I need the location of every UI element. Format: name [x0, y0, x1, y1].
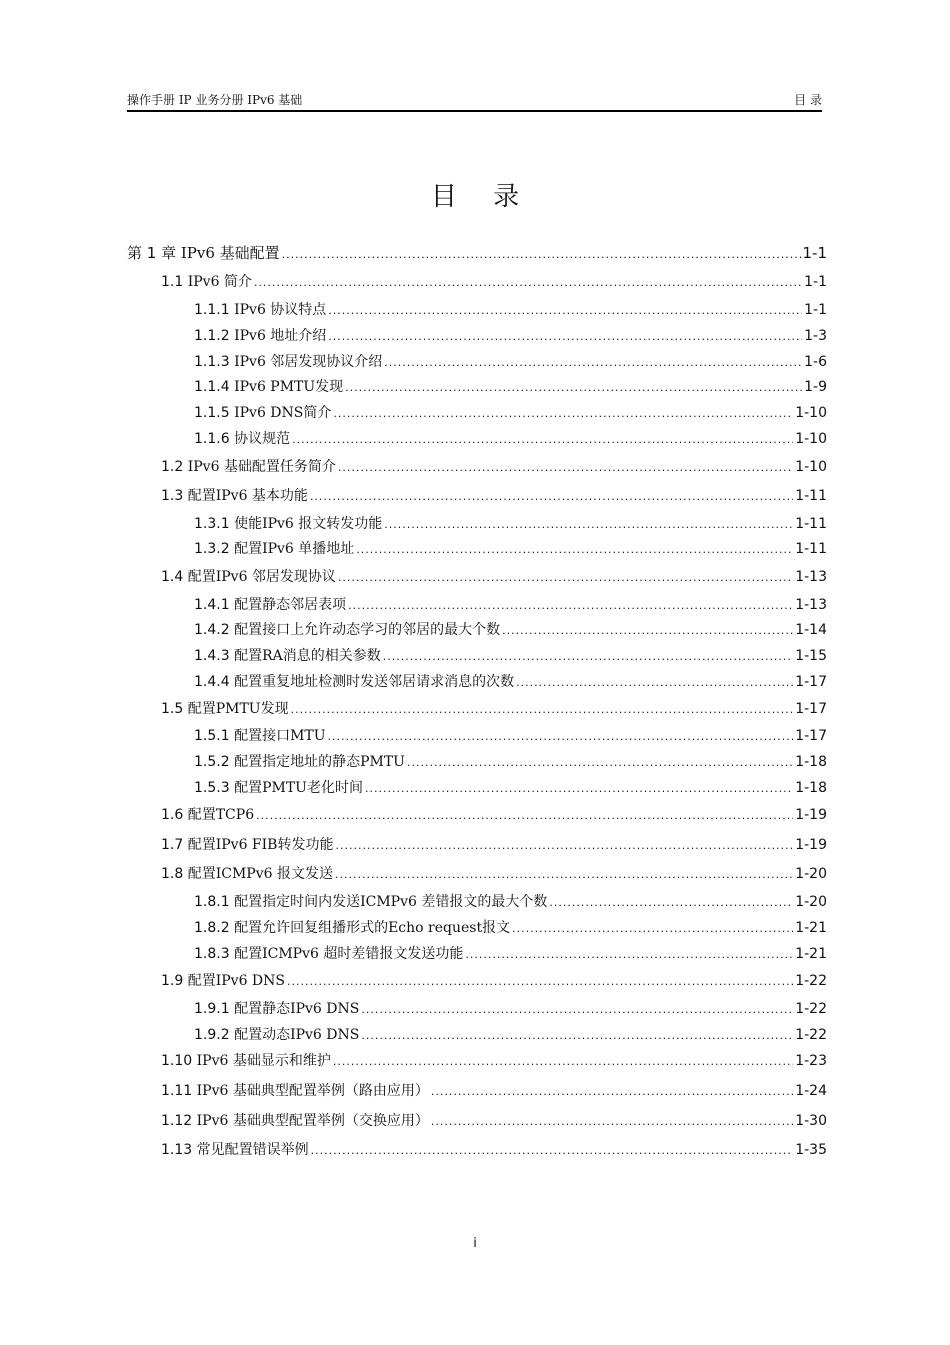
- toc-entry-title: IPv6 基础典型配置举例（路由应用）: [196, 1083, 429, 1099]
- toc-entry-title: 配置IPv6 单播地址: [234, 541, 355, 557]
- toc-entry-number: 1.5: [161, 701, 184, 717]
- toc-entry[interactable]: [194, 514, 827, 534]
- toc-leader-dots: [383, 647, 793, 667]
- toc-entry-number: 1.12: [161, 1113, 193, 1129]
- toc-leader-dots: [335, 836, 793, 856]
- toc-entry-number: 1.3.2: [194, 541, 230, 557]
- toc-leader-dots: [361, 1026, 793, 1046]
- toc-leader-dots: [431, 1082, 793, 1102]
- toc-leader-dots: [256, 806, 793, 826]
- toc-entry-title: 配置静态IPv6 DNS: [234, 1001, 360, 1017]
- toc-entry[interactable]: [194, 429, 827, 449]
- toc-leader-dots: [338, 458, 793, 478]
- toc-entry-page: 1-22: [795, 1001, 827, 1017]
- toc-entry-number: 1.4.3: [194, 648, 230, 664]
- toc-entry[interactable]: [194, 752, 827, 772]
- toc-entry-number: 1.8.2: [194, 920, 230, 936]
- toc-entry-number: 1.7: [161, 837, 184, 853]
- toc-entry[interactable]: [194, 1025, 827, 1045]
- toc-entry-number: 1.4.4: [194, 674, 230, 690]
- toc-entry[interactable]: [194, 726, 827, 746]
- toc-entry-title: 配置IPv6 DNS: [187, 973, 286, 989]
- toc-entry-number: 1.4.2: [194, 622, 230, 638]
- toc-entry-title: 配置RA消息的相关参数: [234, 648, 381, 664]
- toc-leader-dots: [333, 404, 793, 424]
- toc-entry[interactable]: [194, 778, 827, 798]
- toc-entry-number: 1.1: [161, 274, 184, 290]
- toc-entry[interactable]: [194, 595, 827, 615]
- toc-entry-page: 1-10: [795, 405, 827, 421]
- toc-entry[interactable]: [194, 620, 827, 640]
- toc-entry-page: 1-1: [804, 274, 827, 290]
- toc-entry-page: 1-17: [795, 728, 827, 744]
- toc-entry[interactable]: [194, 326, 827, 346]
- toc-entry[interactable]: [161, 699, 827, 719]
- toc-entry[interactable]: [161, 805, 827, 825]
- toc-leader-dots: [384, 515, 793, 535]
- toc-entry-title: IPv6 协议特点: [234, 302, 327, 318]
- toc-leader-dots: [282, 245, 801, 265]
- toc-entry[interactable]: [161, 1111, 827, 1131]
- toc-entry-number: 1.6: [161, 807, 184, 823]
- toc-entry-number: 1.4.1: [194, 597, 230, 613]
- toc-entry[interactable]: [161, 486, 827, 506]
- toc-leader-dots: [516, 673, 793, 693]
- toc-entry-page: 1-20: [795, 866, 827, 882]
- toc-entry-page: 1-1: [802, 244, 827, 262]
- toc-entry[interactable]: [194, 672, 827, 692]
- toc-entry-title: 协议规范: [234, 431, 291, 447]
- toc-entry-title: 配置ICMPv6 超时差错报文发送功能: [234, 946, 464, 962]
- toc-leader-dots: [291, 700, 794, 720]
- toc-entry-page: 1-17: [795, 674, 827, 690]
- toc-entry[interactable]: [161, 567, 827, 587]
- toc-entry-title: IPv6 邻居发现协议介绍: [234, 354, 383, 370]
- toc-entry-number: 1.9: [161, 973, 184, 989]
- toc-entry-page: 1-22: [795, 1027, 827, 1043]
- toc-entry-page: 1-10: [795, 459, 827, 475]
- toc-entry-title: IPv6 基础配置: [180, 244, 280, 262]
- toc-entry[interactable]: [161, 971, 827, 991]
- toc-entry[interactable]: [161, 272, 827, 292]
- toc-entry-page: 1-21: [795, 920, 827, 936]
- toc-leader-dots: [384, 353, 802, 373]
- toc-entry-number: 1.1.4: [194, 379, 230, 395]
- toc-entry-page: 1-22: [795, 973, 827, 989]
- toc-entry-page: 1-24: [795, 1083, 827, 1099]
- toc-leader-dots: [345, 378, 802, 398]
- toc-leader-dots: [512, 919, 793, 939]
- toc-entry-page: 1-21: [795, 946, 827, 962]
- header-document-title: 操作手册 IP 业务分册 IPv6 基础: [127, 93, 303, 107]
- toc-entry-number: 1.10: [161, 1053, 193, 1069]
- toc-leader-dots: [431, 1112, 793, 1132]
- toc-entry-page: 1-17: [795, 701, 827, 717]
- toc-entry-number: 1.9.2: [194, 1027, 230, 1043]
- toc-entry-title: 配置接口MTU: [234, 728, 326, 744]
- toc-entry-page: 1-10: [795, 431, 827, 447]
- toc-entry-page: 1-14: [795, 622, 827, 638]
- toc-entry-title: IPv6 DNS简介: [234, 405, 332, 421]
- toc-entry-page: 1-11: [795, 541, 827, 557]
- toc-leader-dots: [287, 972, 793, 992]
- toc-entry-page: 1-30: [795, 1113, 827, 1129]
- toc-entry[interactable]: [194, 892, 827, 912]
- toc-entry-title: 使能IPv6 报文转发功能: [234, 516, 383, 532]
- toc-entry-title: 配置IPv6 FIB转发功能: [187, 837, 334, 853]
- toc-entry-page: 1-20: [795, 894, 827, 910]
- toc-leader-dots: [407, 753, 793, 773]
- toc-entry-title: IPv6 基础显示和维护: [196, 1053, 331, 1069]
- toc-leader-dots: [502, 621, 793, 641]
- toc-entry-title: IPv6 简介: [187, 274, 252, 290]
- toc-leader-dots: [310, 487, 793, 507]
- toc-entry[interactable]: [161, 1081, 827, 1101]
- page-title: 目 录: [430, 182, 534, 212]
- toc-entry-page: 1-13: [795, 597, 827, 613]
- toc-entry-number: 1.1.1: [194, 302, 230, 318]
- toc-entry-title: IPv6 基础典型配置举例（交换应用）: [196, 1113, 429, 1129]
- toc-entry-title: 配置TCP6: [187, 807, 255, 823]
- toc-entry-number: 1.1.2: [194, 328, 230, 344]
- toc-entry[interactable]: [194, 377, 827, 397]
- toc-entry-page: 1-23: [795, 1053, 827, 1069]
- toc-entry-number: 1.11: [161, 1083, 193, 1099]
- toc-entry-number: 1.8.3: [194, 946, 230, 962]
- page-header: [127, 90, 822, 112]
- toc-entry-number: 1.3.1: [194, 516, 230, 532]
- toc-entry-page: 1-15: [795, 648, 827, 664]
- toc-entry-title: 配置IPv6 邻居发现协议: [187, 569, 336, 585]
- toc-leader-dots: [328, 727, 794, 747]
- toc-entry-title: 配置指定时间内发送ICMPv6 差错报文的最大个数: [234, 894, 548, 910]
- toc-entry-title: IPv6 地址介绍: [234, 328, 327, 344]
- toc-leader-dots: [356, 540, 793, 560]
- toc-entry[interactable]: [161, 835, 827, 855]
- toc-entry-title: IPv6 基础配置任务简介: [187, 459, 336, 475]
- toc-entry-number: 1.13: [161, 1142, 193, 1158]
- toc-leader-dots: [465, 945, 793, 965]
- toc-leader-dots: [254, 273, 802, 293]
- toc-entry[interactable]: [194, 944, 827, 964]
- toc-entry-page: 1-11: [795, 516, 827, 532]
- toc-entry-page: 1-18: [795, 780, 827, 796]
- toc-entry-title: 配置IPv6 基本功能: [187, 488, 308, 504]
- toc-leader-dots: [365, 779, 793, 799]
- toc-entry[interactable]: [161, 457, 827, 477]
- toc-entry-number: 1.5.3: [194, 780, 230, 796]
- toc-entry-title: 配置接口上允许动态学习的邻居的最大个数: [234, 622, 501, 638]
- toc-entry[interactable]: [194, 539, 827, 559]
- toc-leader-dots: [333, 1052, 793, 1072]
- header-section-title: 目 录: [794, 93, 822, 107]
- toc-entry[interactable]: [161, 864, 827, 884]
- toc-entry-title: IPv6 PMTU发现: [234, 379, 344, 395]
- toc-entry[interactable]: [194, 999, 827, 1019]
- toc-entry-number: 1.1.3: [194, 354, 230, 370]
- toc-entry-title: 配置静态邻居表项: [234, 597, 347, 613]
- toc-entry-number: 1.9.1: [194, 1001, 230, 1017]
- toc-entry-number: 1.4: [161, 569, 184, 585]
- toc-entry-page: 1-35: [795, 1142, 827, 1158]
- toc-entry[interactable]: [194, 300, 827, 320]
- toc-entry-number: 1.2: [161, 459, 184, 475]
- toc-leader-dots: [328, 327, 802, 347]
- toc-entry-page: 1-9: [804, 379, 827, 395]
- toc-entry-page: 1-19: [795, 807, 827, 823]
- toc-leader-dots: [292, 430, 793, 450]
- toc-leader-dots: [361, 1000, 793, 1020]
- toc-entry-title: 配置PMTU发现: [187, 701, 289, 717]
- toc-entry-number: 1.1.5: [194, 405, 230, 421]
- toc-leader-dots: [549, 893, 793, 913]
- page-number: i: [473, 1236, 477, 1251]
- toc-entry-number: 1.8.1: [194, 894, 230, 910]
- toc-entry-page: 1-13: [795, 569, 827, 585]
- toc-entry-number: 1.3: [161, 488, 184, 504]
- toc-entry[interactable]: [127, 243, 827, 263]
- toc-entry[interactable]: [194, 646, 827, 666]
- toc-entry-title: 配置指定地址的静态PMTU: [234, 754, 405, 770]
- toc-entry[interactable]: [161, 1051, 827, 1071]
- toc-leader-dots: [348, 596, 793, 616]
- toc-entry-page: 1-6: [804, 354, 827, 370]
- toc-entry[interactable]: [194, 352, 827, 372]
- toc-entry-title: 常见配置错误举例: [196, 1142, 309, 1158]
- toc-entry-page: 1-18: [795, 754, 827, 770]
- toc-entry[interactable]: [194, 918, 827, 938]
- toc-entry-title: 配置动态IPv6 DNS: [234, 1027, 360, 1043]
- toc-entry-page: 1-11: [795, 488, 827, 504]
- toc-leader-dots: [311, 1141, 794, 1161]
- toc-leader-dots: [328, 301, 802, 321]
- toc-entry-number: 第 1 章: [127, 244, 177, 262]
- toc-entry-title: 配置ICMPv6 报文发送: [187, 866, 333, 882]
- toc-entry-page: 1-3: [804, 328, 827, 344]
- toc-entry-number: 1.5.2: [194, 754, 230, 770]
- toc-entry[interactable]: [161, 1140, 827, 1160]
- toc-leader-dots: [338, 568, 793, 588]
- toc-entry-number: 1.5.1: [194, 728, 230, 744]
- toc-entry-page: 1-19: [795, 837, 827, 853]
- toc-entry-number: 1.1.6: [194, 431, 230, 447]
- toc-entry-title: 配置允许回复组播形式的Echo request报文: [234, 920, 511, 936]
- toc-entry-title: 配置PMTU老化时间: [234, 780, 363, 796]
- toc-entry-number: 1.8: [161, 866, 184, 882]
- toc-entry-title: 配置重复地址检测时发送邻居请求消息的次数: [234, 674, 515, 690]
- toc-entry-page: 1-1: [804, 302, 827, 318]
- toc-leader-dots: [335, 865, 793, 885]
- toc-entry[interactable]: [194, 403, 827, 423]
